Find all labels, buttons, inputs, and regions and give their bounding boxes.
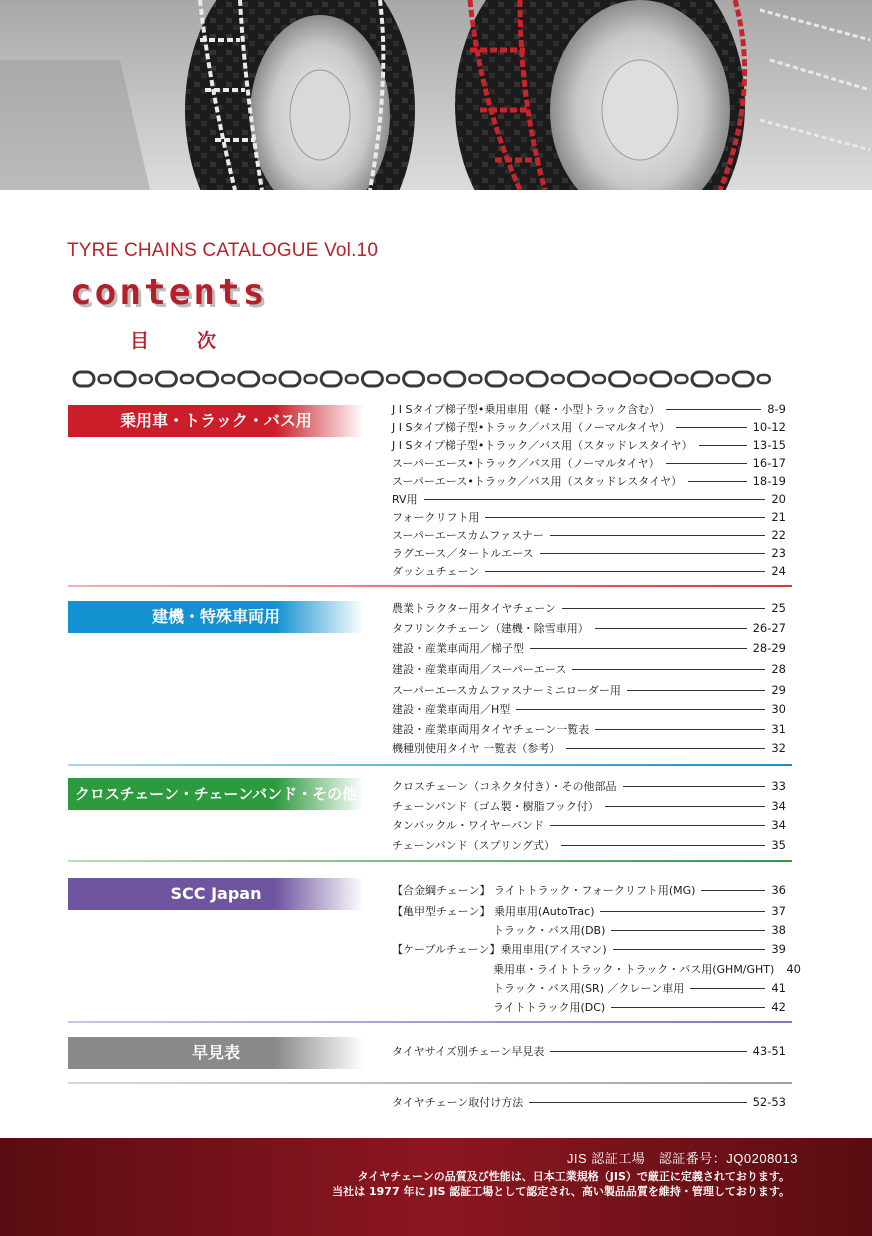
- toc-leader-line: [550, 1051, 746, 1052]
- chain-link: [222, 375, 234, 383]
- toc-leader-line: [529, 1102, 746, 1103]
- toc-page-number: 21: [771, 510, 786, 524]
- chain-link: [404, 372, 424, 386]
- toc-leader-line: [690, 988, 765, 989]
- toc-leader-line: [566, 748, 765, 749]
- toc-entry-title: 建設・産業車両用／スーパーエース: [392, 663, 567, 676]
- toc-entry-title: 建設・産業車両用タイヤチェーン一覧表: [392, 723, 590, 736]
- footer-jis-banner: [0, 1138, 872, 1236]
- toc-leader-line: [530, 648, 747, 649]
- toc-entry: [392, 562, 786, 580]
- toc-entry-title: J I Sタイプ梯子型•トラック／バス用（スタッドレスタイヤ）: [392, 439, 693, 452]
- section-scc-title: SCC Japan: [68, 878, 364, 910]
- toc-page-number: 28-29: [752, 641, 786, 655]
- chain-link: [280, 372, 300, 386]
- toc-entry-title: 機種別使用タイヤ 一覧表（参考）: [392, 742, 561, 755]
- chain-link: [651, 372, 671, 386]
- toc-entry: [392, 1042, 786, 1060]
- toc-entry-title: ラグエース／タートルエース: [392, 547, 534, 560]
- toc-leader-line: [485, 571, 765, 572]
- chain-link: [239, 372, 259, 386]
- toc-entry-title: チェーンバンド（スプリング式）: [392, 839, 556, 852]
- toc-page-number: 35: [771, 838, 786, 852]
- toc-leader-line: [613, 949, 766, 950]
- toc-leader-line: [561, 845, 765, 846]
- chain-link: [552, 375, 564, 383]
- toc-leader-line: [516, 709, 765, 710]
- chain-link: [305, 375, 317, 383]
- toc-entry-title: クロスチェーン（コネクタ付き）・その他部品: [392, 780, 617, 793]
- toc-page-number: 24: [771, 564, 786, 578]
- toc-leader-line: [595, 628, 747, 629]
- company-statement: 当社は 1977 年に JIS 認証工場として認定され、高い製品品質を維持・管理しております。: [332, 1185, 790, 1198]
- toc-leader-line: [666, 463, 747, 464]
- toc-page-number: 41: [771, 981, 786, 995]
- separator: [68, 1021, 792, 1023]
- toc-leader-line: [699, 445, 747, 446]
- toc-leader-line: [562, 608, 765, 609]
- catalog-title: TYRE CHAINS CATALOGUE Vol.10: [67, 240, 379, 261]
- chain-link: [263, 375, 275, 383]
- chain-link: [428, 375, 440, 383]
- toc-page-number: 30: [771, 702, 786, 716]
- toc-leader-line: [676, 427, 746, 428]
- toc-entry-title: 【亀甲型チェーン】 乗用車用(AutoTrac): [392, 905, 595, 918]
- toc-entry: [392, 599, 786, 617]
- separator: [68, 860, 792, 862]
- toc-entry: [392, 739, 786, 757]
- toc-entry: [392, 418, 786, 436]
- chain-link: [198, 372, 218, 386]
- section-construction-title: 建機・特殊車両用: [68, 601, 364, 633]
- toc-page-number: 26-27: [752, 621, 786, 635]
- hero-tyre-chains-photo: [0, 0, 872, 190]
- toc-entry: [392, 436, 786, 454]
- toc-page-number: 29: [771, 683, 786, 697]
- toc-page-number: 39: [771, 942, 786, 956]
- toc-entry: [392, 836, 786, 854]
- toc-leader-line: [550, 535, 765, 536]
- toc-page-number: 32: [771, 741, 786, 755]
- chain-link: [486, 372, 506, 386]
- toc-entry: [392, 472, 786, 490]
- toc-entry: [392, 816, 786, 834]
- toc-entry: [392, 777, 786, 795]
- toc-leader-line: [627, 690, 765, 691]
- toc-entry: [392, 454, 786, 472]
- chain-link: [346, 375, 358, 383]
- section-passenger-title: 乗用車・トラック・バス用: [68, 405, 364, 437]
- toc-page-number: 31: [771, 722, 786, 736]
- toc-entry: [493, 979, 786, 997]
- chain-link: [469, 375, 481, 383]
- toc-entry: [392, 700, 786, 718]
- toc-entry: [392, 660, 786, 678]
- toc-entry: [392, 619, 786, 637]
- toc-entry: [392, 508, 786, 526]
- toc-leader-line: [605, 806, 765, 807]
- toc-entry: [392, 881, 786, 899]
- toc-leader-line: [550, 825, 765, 826]
- jis-certification: JIS 認証工場 認証番号：JQ0208013: [566, 1151, 798, 1166]
- toc-page-number: 22: [771, 528, 786, 542]
- toc-entry-title: タイヤチェーン取付け方法: [392, 1096, 524, 1109]
- contents-heading: contents: [70, 272, 268, 313]
- toc-page-number: 40: [786, 962, 801, 976]
- chain-link: [692, 372, 712, 386]
- quality-statement: タイヤチェーンの品質及び性能は、日本工業規格（JIS）で厳正に定義されております。: [357, 1170, 790, 1183]
- toc-entry-title: 建設・産業車両用／梯子型: [392, 642, 524, 655]
- section-quick-title: 早見表: [68, 1037, 364, 1069]
- toc-entry-title: 【ケーブルチェーン】乗用車用(アイスマン): [392, 943, 607, 956]
- chain-link: [634, 375, 646, 383]
- toc-page-number: 23: [771, 546, 786, 560]
- chain-link: [115, 372, 135, 386]
- toc-entry-title: スーパーエース•トラック／バス用（スタッドレスタイヤ）: [392, 475, 683, 488]
- toc-entry-title: J I Sタイプ梯子型•トラック／バス用（ノーマルタイヤ）: [392, 421, 671, 434]
- toc-entry: [392, 797, 786, 815]
- toc-entry-title: 【合金綱チェーン】 ライトトラック・フォークリフト用(MG): [392, 884, 696, 897]
- toc-entry: [392, 681, 786, 699]
- toc-page-number: 34: [771, 799, 786, 813]
- toc-leader-line: [701, 890, 765, 891]
- mokuji-heading: 目次: [130, 330, 265, 352]
- toc-entry-title: スーパーエースカムファスナーミニローダー用: [392, 684, 621, 697]
- toc-leader-line: [666, 409, 761, 410]
- toc-page-number: 42: [771, 1000, 786, 1014]
- toc-leader-line: [424, 499, 766, 500]
- toc-entry-title: ライトトラック用(DC): [493, 1001, 606, 1014]
- toc-page-number: 8-9: [767, 402, 786, 416]
- chain-link: [511, 375, 523, 383]
- chain-link: [527, 372, 547, 386]
- chain-link: [99, 375, 111, 383]
- toc-entry-title: 農業トラクター用タイヤチェーン: [392, 602, 557, 615]
- toc-entry: [392, 400, 786, 418]
- toc-entry: [493, 960, 801, 978]
- toc-leader-line: [540, 553, 766, 554]
- toc-page-number: 28: [771, 662, 786, 676]
- toc-entry-title: ダッシュチェーン: [392, 565, 480, 578]
- chain-link: [156, 372, 176, 386]
- toc-entry-title: チェーンバンド（ゴム製・樹脂フック付）: [392, 800, 599, 813]
- chain-link: [610, 372, 630, 386]
- toc-leader-line: [600, 911, 765, 912]
- toc-entry-title: タフリンクチェーン（建機・除雪車用）: [392, 622, 589, 635]
- toc-entry-title: タンバックル・ワイヤーバンド: [392, 819, 545, 832]
- toc-entry-title: RV用: [392, 493, 418, 506]
- toc-page-number: 52-53: [752, 1095, 786, 1109]
- toc-page-number: 13-15: [752, 438, 786, 452]
- separator: [68, 1082, 792, 1084]
- toc-page-number: 33: [771, 779, 786, 793]
- chain-link: [593, 375, 605, 383]
- chain-link: [717, 375, 729, 383]
- toc-leader-line: [611, 930, 765, 931]
- toc-page-number: 16-17: [752, 456, 786, 470]
- chain-link: [387, 375, 399, 383]
- toc-entry: [392, 490, 786, 508]
- chain-link: [445, 372, 465, 386]
- chain-link: [758, 375, 770, 383]
- toc-entry-title: タイヤサイズ別チェーン早見表: [392, 1045, 545, 1058]
- chain-link: [74, 372, 94, 386]
- toc-entry-title: 建設・産業車両用／H型: [392, 703, 511, 716]
- toc-entry-title: トラック・バス用(SR) ／クレーン車用: [493, 982, 685, 995]
- toc-entry-title: 乗用車・ライトトラック・トラック・バス用(GHM/GHT): [493, 963, 775, 976]
- chain-link: [568, 372, 588, 386]
- toc-leader-line: [688, 481, 747, 482]
- toc-page-number: 10-12: [752, 420, 786, 434]
- toc-entry-title: トラック・バス用(DB): [493, 924, 606, 937]
- toc-entry-title: フォークリフト用: [392, 511, 480, 524]
- toc-entry: [493, 921, 786, 939]
- chain-link: [321, 372, 341, 386]
- toc-page-number: 34: [771, 818, 786, 832]
- toc-entry: [392, 544, 786, 562]
- toc-leader-line: [572, 669, 765, 670]
- toc-leader-line: [485, 517, 765, 518]
- toc-page-number: 36: [771, 883, 786, 897]
- toc-entry-title: J I Sタイプ梯子型•乗用車用（軽・小型トラック含む）: [392, 403, 661, 416]
- toc-entry: [392, 902, 786, 920]
- toc-page-number: 37: [771, 904, 786, 918]
- toc-entry: [493, 998, 786, 1016]
- toc-page-number: 43-51: [752, 1044, 786, 1058]
- toc-entry: [392, 526, 786, 544]
- toc-entry-title: スーパーエースカムファスナー: [392, 529, 544, 542]
- toc-entry: [392, 940, 786, 958]
- toc-leader-line: [595, 729, 765, 730]
- toc-page-number: 25: [771, 601, 786, 615]
- chain-link: [181, 375, 193, 383]
- separator: [68, 764, 792, 766]
- chain-link: [362, 372, 382, 386]
- toc-entry-title: スーパーエース•トラック／バス用（ノーマルタイヤ）: [392, 457, 660, 470]
- toc-entry: [392, 1093, 786, 1111]
- toc-page-number: 20: [771, 492, 786, 506]
- toc-entry: [392, 639, 786, 657]
- toc-page-number: 18-19: [752, 474, 786, 488]
- toc-entry: [392, 720, 786, 738]
- separator: [68, 585, 792, 587]
- toc-page-number: 38: [771, 923, 786, 937]
- toc-leader-line: [623, 786, 766, 787]
- chain-link: [140, 375, 152, 383]
- chain-divider: [70, 368, 782, 390]
- chain-link: [675, 375, 687, 383]
- toc-leader-line: [611, 1007, 765, 1008]
- chain-link: [733, 372, 753, 386]
- section-cross-title: クロスチェーン・チェーンバンド・その他: [68, 778, 364, 810]
